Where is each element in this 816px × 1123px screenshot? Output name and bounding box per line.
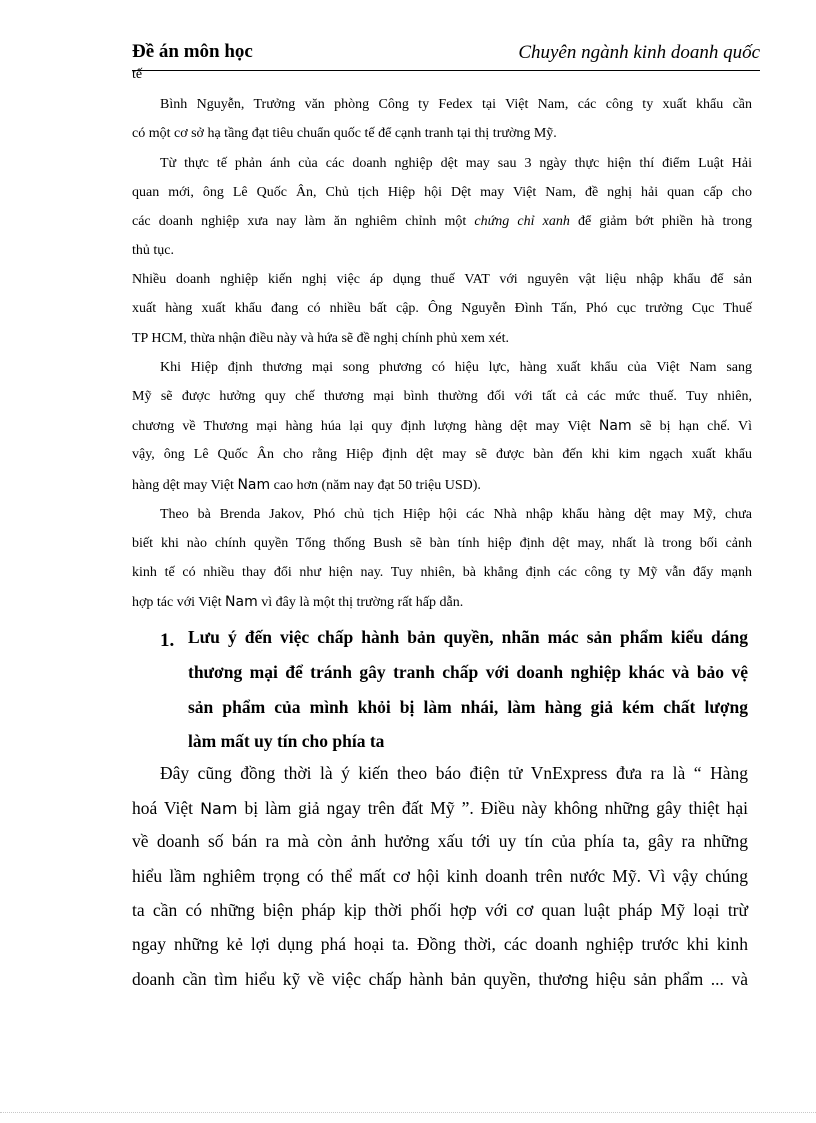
section-heading-line: thương mại để tránh gây tranh chấp với doanh nghiệp khác và bảo vệ	[188, 662, 748, 682]
section-heading-line: sản phẩm của mình khỏi bị làm nhái, làm hàng giả kém chất lượng	[188, 697, 748, 717]
body-text: để giảm bớt phiền hà trong	[577, 214, 753, 229]
body-line: Theo bà Brenda Jakov, Phó chủ tịch Hiệp hội các Nhà nhập khẩu hàng dệt may Mỹ, chưa	[160, 507, 752, 522]
body-line: Khi Hiệp định thương mại song phương có hiệu lực, hàng xuất khẩu của Việt Nam sang	[160, 360, 752, 375]
body-line: Từ thực tế phản ánh của các doanh nghiệp dệt may sau 3 ngày thực hiện thí điểm Luật Hải	[160, 156, 752, 171]
section-heading-line: Lưu ý đến việc chấp hành bản quyền, nhãn mác sản phẩm kiểu dáng	[188, 627, 748, 647]
body-line: ta cần có những biện pháp kịp thời phối hợp với cơ quan luật pháp Mỹ loại trừ	[132, 900, 748, 920]
body-text: hàng dệt may Việt	[132, 478, 234, 493]
header-overflow-text: tế	[132, 67, 143, 82]
body-line	[132, 418, 752, 435]
body-line: biết khi nào chính quyền Tổng thống Bush sẽ bàn tính hiệp định dệt may, nhất là trong bối cảnh	[132, 536, 752, 551]
section-heading-line: làm mất uy tín cho phía ta	[188, 731, 385, 751]
body-line: vậy, ông Lê Quốc Ân cho rằng Hiệp định dệt may sẽ được bàn đến khi kim ngạch xuất khẩu	[132, 447, 752, 462]
body-line: Mỹ sẽ được hưởng quy chế thương mại bình thường đối với tất cả các mức thuế. Tuy nhiên,	[132, 389, 752, 404]
emphasis-text: chứng chỉ xanh	[474, 214, 570, 229]
body-line: Nhiều doanh nghiệp kiến nghị việc áp dụng thuế VAT với nguyên vật liệu nhập khẩu để sản	[132, 272, 752, 287]
body-text: hợp tác với Việt	[132, 595, 222, 610]
body-line: Đây cũng đồng thời là ý kiến theo báo điện tử VnExpress đưa ra là “ Hàng	[160, 763, 748, 783]
body-text: sẽ bị hạn chế. Vì	[639, 419, 752, 434]
body-line: quan mới, ông Lê Quốc Ân, Chủ tịch Hiệp hội Dệt may Việt Nam, đề nghị hải quan cấp cho	[132, 185, 752, 200]
body-line	[132, 594, 752, 611]
body-line: ngay những kẻ lợi dụng phá hoại ta. Đồng thời, các doanh nghiệp trước khi kinh	[132, 934, 748, 954]
header-course-title: Đề án môn học	[132, 41, 253, 62]
body-text: vì đây là một thị trường rất hấp dẫn.	[261, 595, 464, 610]
body-line: hiểu lầm nghiêm trọng có thể mất cơ hội kinh doanh trên nước Mỹ. Vì vậy chúng	[132, 866, 748, 886]
body-text: chương về Thương mại hàng húa lại quy định lượng hàng dệt may Việt	[132, 419, 591, 434]
body-line	[132, 477, 752, 494]
header-major-title: Chuyên ngành kinh doanh quốc	[518, 42, 760, 63]
body-line: Bình Nguyễn, Trưởng văn phòng Công ty Fedex tại Việt Nam, các công ty xuất khẩu cần	[160, 97, 752, 112]
body-line: xuất hàng xuất khẩu đang có nhiều bất cập. Ông Nguyễn Đình Tấn, Phó cục trưởng Cục Thuế	[132, 301, 752, 316]
body-line: có một cơ sở hạ tầng đạt tiêu chuẩn quốc tế để cạnh tranh tại thị trường Mỹ.	[132, 126, 557, 141]
body-text: hoá Việt	[132, 798, 194, 818]
page-bottom-rule	[0, 1112, 816, 1113]
body-text: cao hơn (năm nay đạt 50 triệu USD).	[273, 478, 481, 493]
body-text: các doanh nghiệp xưa nay làm ăn nghiêm chỉnh một	[132, 214, 467, 229]
country-word: Nam	[598, 418, 632, 434]
section-number: 1.	[160, 630, 175, 651]
body-line: TP HCM, thừa nhận điều này và hứa sẽ đề nghị chính phủ xem xét.	[132, 331, 510, 346]
country-word: Nam	[225, 594, 258, 610]
body-text: bị làm giả ngay trên đất Mỹ ”. Điều này không những gây thiệt hại	[244, 798, 749, 818]
body-line	[132, 214, 752, 230]
country-word: Nam	[237, 477, 271, 493]
page-header	[132, 40, 760, 71]
body-line: về doanh số bán ra mà còn ảnh hưởng xấu tới uy tín của phía ta, gây ra những	[132, 831, 748, 851]
body-line: kinh tế có nhiều thay đổi như hiện nay. Tuy nhiên, bà khẳng định các công ty Mỹ vẫn đẩy mạnh	[132, 565, 752, 580]
body-line: doanh cần tìm hiểu kỹ về việc chấp hành bản quyền, thương hiệu sản phẩm ... và	[132, 969, 748, 989]
body-line: thủ tục.	[132, 243, 174, 258]
country-word: Nam	[200, 799, 238, 818]
body-line	[132, 798, 748, 819]
